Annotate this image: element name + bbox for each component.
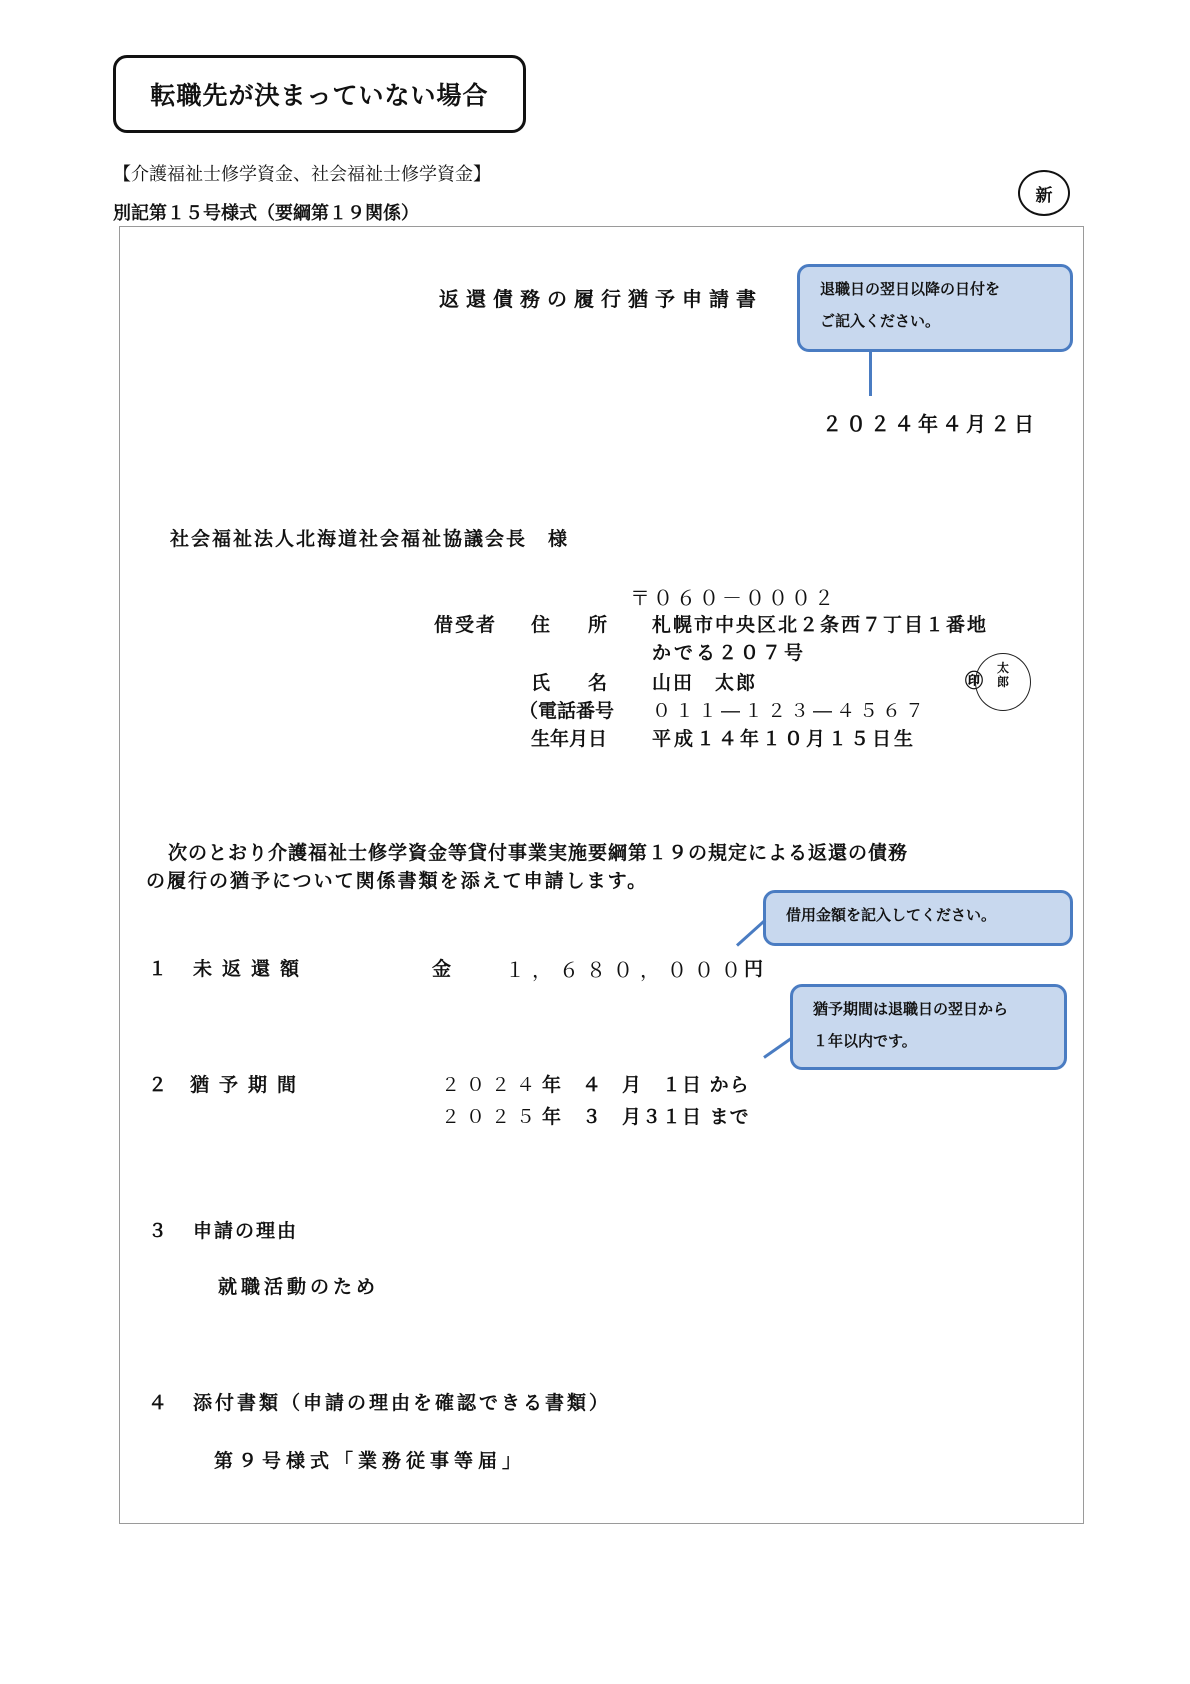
item1-amount: １，６８０，０００ <box>505 958 748 982</box>
address-label: 住 所 <box>531 614 608 636</box>
address-line1: 札幌市中央区北２条西７丁目１番地 <box>652 614 989 636</box>
item2-from-rest: 年 ４ 月 １日 から <box>542 1074 750 1096</box>
item1-number: １ <box>148 958 168 980</box>
fund-category: 【介護福祉士修学資金、社会福祉士修学資金】 <box>113 164 491 185</box>
addressee: 社会福祉法人北海道社会福祉協議会長 様 <box>170 528 570 550</box>
item3-value: 就職活動のため <box>218 1276 380 1298</box>
case-title: 転職先が決まっていない場合 <box>150 81 489 110</box>
name-label: 氏 名 <box>531 672 608 694</box>
postal-code: 〒０６０－０００２ <box>630 586 837 610</box>
item2-label: 猶予期間 <box>190 1074 307 1096</box>
birth-date: 平成１４年１０月１５日生 <box>652 728 917 750</box>
item1-unit: 円 <box>744 958 764 980</box>
item4-number: ４ <box>148 1392 168 1414</box>
item2-to-year: ２０２５ <box>441 1106 542 1128</box>
form-number: 別記第１５号様式（要綱第１９関係） <box>113 203 419 224</box>
item1-prefix: 金 <box>432 958 452 980</box>
callout-period-line1: 猶予期間は退職日の翌日から <box>813 1000 1009 1018</box>
intro-line-2: の履行の猶予について関係書類を添えて申請します。 <box>146 870 649 892</box>
item4-value: 第９号様式「業務従事等届」 <box>214 1450 527 1472</box>
birth-label: 生年月日 <box>531 728 608 750</box>
item3-label: 申請の理由 <box>193 1220 299 1242</box>
callout-amount <box>763 890 1073 946</box>
seal-mark-icon: ㊞ <box>965 671 983 692</box>
document-title: 返還債務の履行猶予申請書 <box>439 287 763 311</box>
callout-period-line2: １年以内です。 <box>813 1032 917 1050</box>
borrower-role-label: 借受者 <box>434 614 498 636</box>
item3-number: ３ <box>148 1220 168 1242</box>
callout-period <box>790 984 1067 1070</box>
application-date: ２０２４年４月２日 <box>822 412 1038 436</box>
item2-number: ２ <box>148 1074 168 1096</box>
callout-amount-line1: 借用金額を記入してください。 <box>786 906 997 924</box>
borrower-name: 山田 太郎 <box>652 672 758 694</box>
address-line2: かでる２０７号 <box>652 642 807 664</box>
personal-seal <box>975 653 1031 711</box>
callout-date-pointer <box>869 352 872 396</box>
seal-text: 太郎 <box>997 661 1010 689</box>
case-title-box <box>113 55 526 133</box>
new-badge-label: 新 <box>1035 185 1053 206</box>
phone-label: （電話番号 <box>519 700 615 722</box>
item2-from-year: ２０２４ <box>441 1074 542 1096</box>
item1-label: 未返還額 <box>193 958 310 980</box>
item2-to-rest: 年 ３ 月３１日 まで <box>542 1106 750 1128</box>
callout-date-line2: ご記入ください。 <box>820 312 941 330</box>
phone-number: ０１１―１２３―４５６７ <box>652 700 929 722</box>
intro-line-1: 次のとおり介護福祉士修学資金等貸付事業実施要綱第１９の規定による返還の債務 <box>168 842 909 864</box>
new-badge <box>1018 170 1070 216</box>
item4-label: 添付書類（申請の理由を確認できる書類） <box>193 1392 612 1414</box>
callout-date-line1: 退職日の翌日以降の日付を <box>820 280 1001 298</box>
callout-date <box>797 264 1073 352</box>
